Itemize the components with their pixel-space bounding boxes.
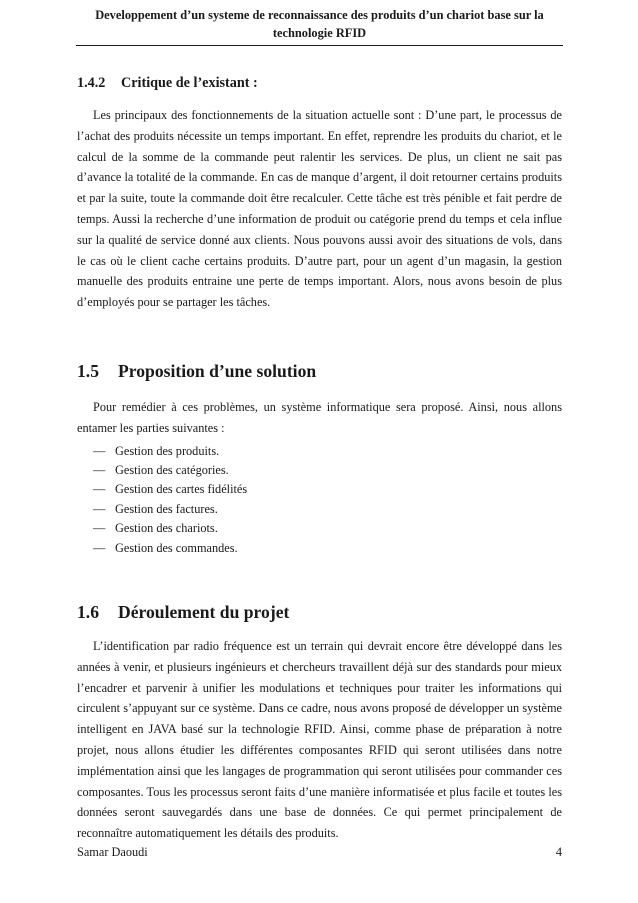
subsection-number: 1.4.2: [77, 75, 106, 91]
section-title: Proposition d’une solution: [118, 360, 317, 381]
list-item-text: Gestion des produits.: [115, 443, 220, 458]
dash-bullet: —: [93, 443, 106, 458]
section-title: Déroulement du projet: [118, 602, 290, 622]
section-number: 1.5: [77, 360, 99, 381]
dash-bullet: —: [93, 462, 106, 477]
section-heading-1-5: [77, 359, 562, 383]
list-item: [77, 442, 562, 461]
page-number: 4: [555, 845, 562, 859]
dash-bullet: —: [93, 482, 106, 497]
section-heading-1-6: [77, 600, 562, 624]
subsection-title: Critique de l’existant :: [121, 75, 258, 91]
list-item-text: Gestion des commandes.: [115, 540, 238, 555]
header-rule: [76, 45, 563, 46]
solution-list: [77, 442, 562, 558]
list-item-text: Gestion des cartes fidélités: [115, 482, 248, 497]
section-number: 1.6: [77, 602, 99, 622]
dash-bullet: —: [93, 501, 106, 516]
paragraph-critique: Les principaux des fonctionnements de la situation actuelle sont : D’une part, le processus de l’achat des produits nécessite un temps important. En effet, reprendre les produits du chariot, et le calcul de la somme de la commande peut ralentir les services. De plus, un client ne sait pas d’avance la totalité de la commande. En cas de manque d’argent, il doit retourner certains produits et par la suite, toute la commande doit être recalculer. Cette tâche est très pénible et fait perdre de temps. Aussi la recherche d’une information de produit ou catégorie prend du temps et cela influe sur la qualité de service donné aux clients. Nous pouvons aussi avoir des situations de vols, dans le cas où le client cache certains produits. D’autre part, pour un agent d’un magasin, la gestion manuelle des produits entraine une perte de temps important. Alors, nous avons besoin de plus d’employés pour se partager les tâches.: [77, 108, 562, 310]
list-item: [77, 480, 562, 499]
list-item: [77, 539, 562, 558]
page-content: [77, 70, 562, 844]
list-item: [77, 461, 562, 480]
subsection-heading-1-4-2: [77, 73, 562, 93]
list-item-text: Gestion des catégories.: [115, 462, 229, 477]
dash-bullet: —: [93, 521, 106, 536]
list-item: [77, 519, 562, 538]
list-item-text: Gestion des factures.: [115, 501, 218, 516]
footer-author: Samar Daoudi: [77, 845, 148, 859]
paragraph-proposition: Pour remédier à ces problèmes, un système informatique sera proposé. Ainsi, nous allons entamer les parties suivantes :: [77, 399, 562, 435]
running-header: Developpement d’un systeme de reconnaissance des produits d’un chariot base sur la technologie RFID: [95, 8, 544, 40]
list-item-text: Gestion des chariots.: [115, 521, 218, 536]
list-item: [77, 500, 562, 519]
dash-bullet: —: [93, 540, 106, 555]
paragraph-deroulement: L’identification par radio fréquence est un terrain qui devrait encore être développé dans les années à venir, et plusieurs ingénieurs et chercheurs travaillent déjà sur des standards pour mieux l’encadrer et parvenir à unifier les modulations et techniques pour traiter les informations qui circulent s’appuyant sur ce système. Dans ce cadre, nous avons proposé de développer un système intelligent en JAVA basé sur la technologie RFID. Ainsi, comme phase de préparation à notre projet, nous allons étudier les différentes composantes RFID qui seront utilisées dans notre implémentation ainsi que les langages de programmation qui seront utilisées pour commander ces composantes. Tous les processus seront faits d’une manière informatisée et plus facile et toutes les données seront sauvegardés dans une base de données. Ce qui permet principalement de reconnaître automatiquement les détails des produits.: [77, 639, 562, 841]
